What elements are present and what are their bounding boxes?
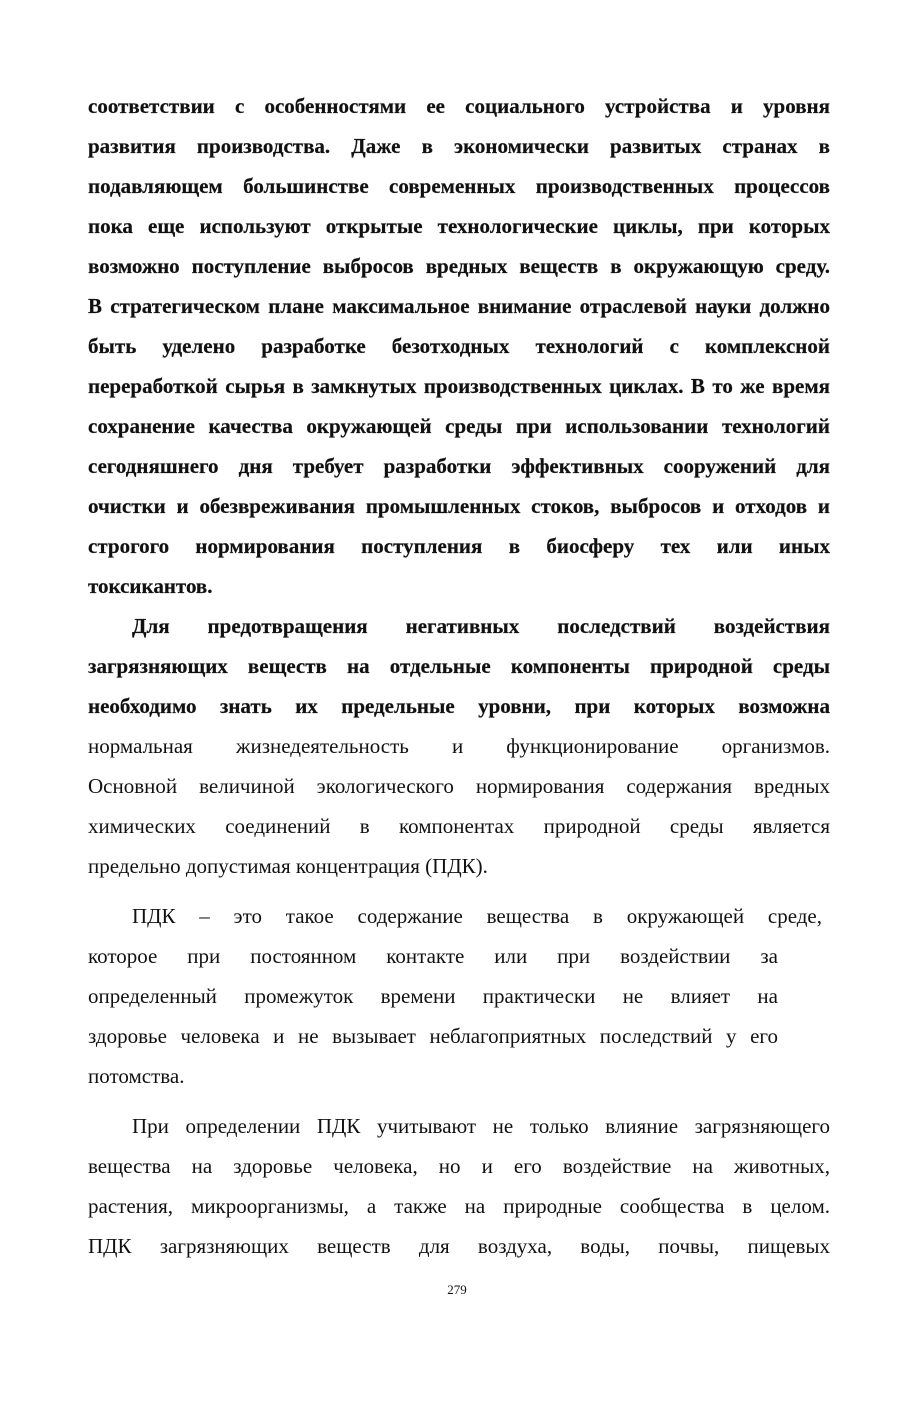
text-line: быть уделено разработке безотходных технологий с комплексной <box>88 334 830 358</box>
text-line: развития производства. Даже в экономически развитых странах в <box>88 134 830 158</box>
text-line: строгого нормирования поступления в биосферу тех или иных <box>88 534 830 558</box>
text-line: определенный промежуток времени практически не влияет на <box>88 984 778 1008</box>
text-line: При определении ПДК учитывают не только влияние загрязняющего <box>132 1114 830 1138</box>
text-line: которое при постоянном контакте или при воздействии за <box>88 944 778 968</box>
text-line: токсикантов. <box>88 574 213 598</box>
text-line: предельно допустимая концентрация (ПДК). <box>88 854 488 878</box>
text-line: ПДК загрязняющих веществ для воздуха, воды, почвы, пищевых <box>88 1234 830 1258</box>
text-line: переработкой сырья в замкнутых производственных циклах. В то же время <box>88 374 830 398</box>
document-text <box>88 86 830 1266</box>
text-line: соответствии с особенностями ее социального устройства и уровня <box>88 94 830 118</box>
text-line: химических соединений в компонентах природной среды является <box>88 814 830 838</box>
text-line: нормальная жизнедеятельность и функционирование организмов. <box>88 734 830 758</box>
text-line: пока еще используют открытые технологические циклы, при которых <box>88 214 830 238</box>
text-line: возможно поступление выбросов вредных веществ в окружающую среду. <box>88 254 830 278</box>
text-line: загрязняющих веществ на отдельные компоненты природной среды <box>88 654 830 678</box>
paragraph-gap <box>88 1096 830 1106</box>
text-line: сегодняшнего дня требует разработки эффективных сооружений для <box>88 454 830 478</box>
text-line: необходимо знать их предельные уровни, при которых возможна <box>88 694 830 718</box>
text-line: растения, микроорганизмы, а также на природные сообщества в целом. <box>88 1194 830 1218</box>
paragraph-2 <box>88 606 830 886</box>
text-line: подавляющем большинстве современных производственных процессов <box>88 174 830 198</box>
text-line: вещества на здоровье человека, но и его воздействие на животных, <box>88 1154 830 1178</box>
text-line: сохранение качества окружающей среды при использовании технологий <box>88 414 830 438</box>
text-line: ПДК – это такое содержание вещества в окружающей среде, <box>132 904 822 928</box>
text-line: В стратегическом плане максимальное внимание отраслевой науки должно <box>88 294 830 318</box>
paragraph-3 <box>88 896 830 1096</box>
paragraph-gap <box>88 886 830 896</box>
page-number: 279 <box>447 1282 467 1297</box>
text-line: Основной величиной экологического нормирования содержания вредных <box>88 774 830 798</box>
text-line: очистки и обезвреживания промышленных стоков, выбросов и отходов и <box>88 494 830 518</box>
text-line: здоровье человека и не вызывает неблагоприятных последствий у его <box>88 1024 778 1048</box>
paragraph-4 <box>88 1106 830 1266</box>
paragraph-1 <box>88 86 830 606</box>
text-line: Для предотвращения негативных последствий воздействия <box>132 614 830 638</box>
text-line: потомства. <box>88 1064 185 1088</box>
